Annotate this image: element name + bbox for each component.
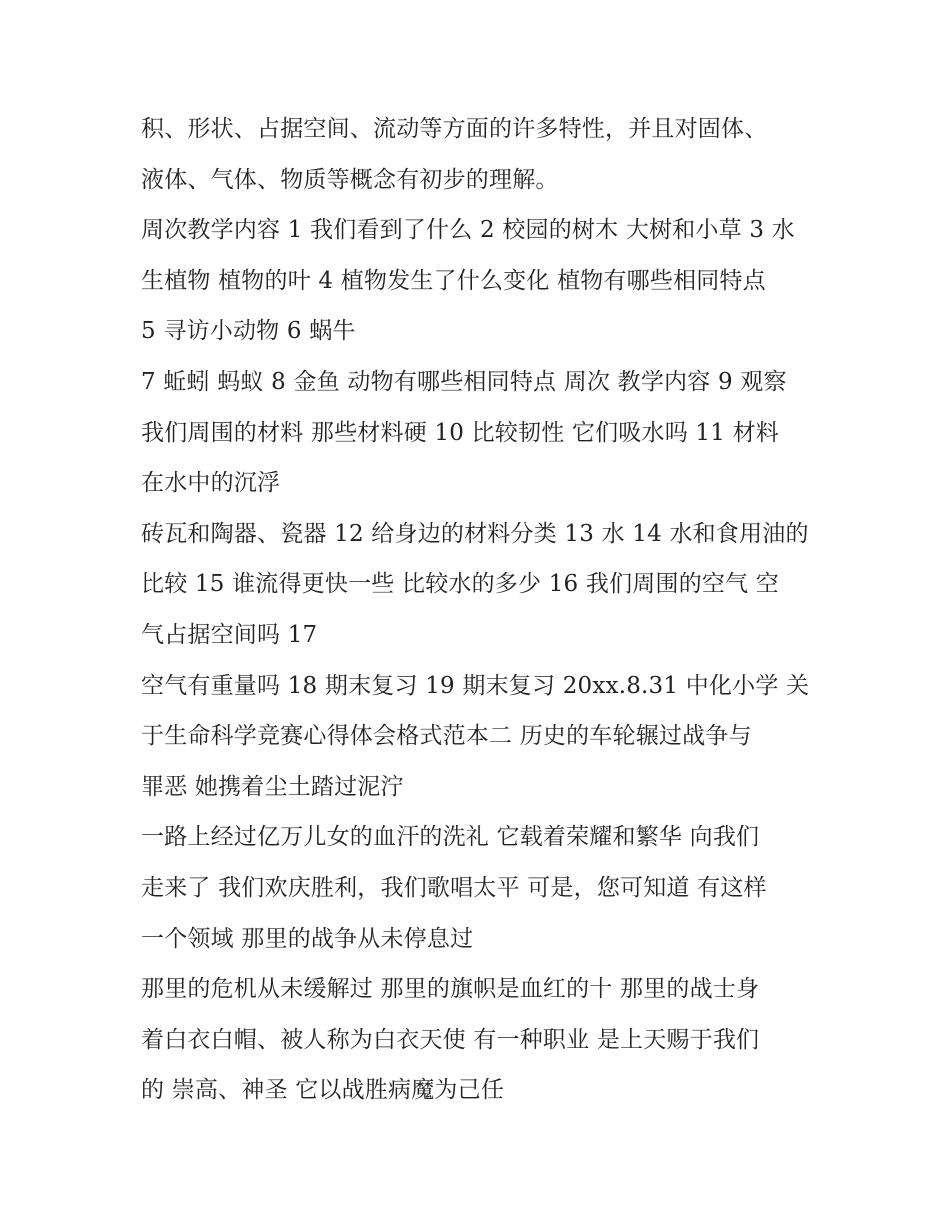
text-line: 的 崇高、神圣 它以战胜病魔为己任 [141,1077,505,1104]
text-line: 空气有重量吗 18 期末复习 19 期末复习 20xx.8.31 中化小学 关 [141,672,810,699]
text-line: 积、形状、占据空间、流动等方面的许多特性，并且对固体、 [141,116,768,142]
text-line: 7 蚯蚓 蚂蚁 8 金鱼 动物有哪些相同特点 周次 教学内容 9 观察 [141,368,787,395]
text-line: 在水中的沉浮 [141,470,281,497]
text-line: 周次教学内容 1 我们看到了什么 2 校园的树木 大树和小草 3 水 [141,217,795,244]
text-line: 5 寻访小动物 6 蜗牛 [141,318,356,345]
text-line: 于生命科学竞赛心得体会格式范本二 历史的车轮辗过战争与 [141,723,752,750]
text-line: 一路上经过亿万儿女的血汗的洗礼 它载着荣耀和繁华 向我们 [141,824,760,851]
text-line: 砖瓦和陶器、瓷器 12 给身边的材料分类 13 水 14 水和食用油的 [141,520,809,547]
text-line: 那里的危机从未缓解过 那里的旗帜是血红的十 那里的战士身 [141,976,760,1003]
text-line: 液体、气体、物质等概念有初步的理解。 [141,166,559,193]
text-line: 一个领域 那里的战争从未停息过 [141,925,474,952]
text-line: 罪恶 她携着尘土踏过泥泞 [141,773,404,800]
text-line: 比较 15 谁流得更快一些 比较水的多少 16 我们周围的空气 空 [141,571,779,598]
text-line: 走来了 我们欢庆胜利，我们歌唱太平 可是，您可知道 有这样 [141,874,767,901]
document-page [141,104,821,1116]
text-line: 着白衣白帽、被人称为白衣天使 有一种职业 是上天赐于我们 [141,1026,760,1053]
text-line: 我们周围的材料 那些材料硬 10 比较韧性 它们吸水吗 11 材料 [141,419,779,446]
text-line: 气占据空间吗 17 [141,621,318,648]
text-line: 生植物 植物的叶 4 植物发生了什么变化 植物有哪些相同特点 [141,267,766,294]
